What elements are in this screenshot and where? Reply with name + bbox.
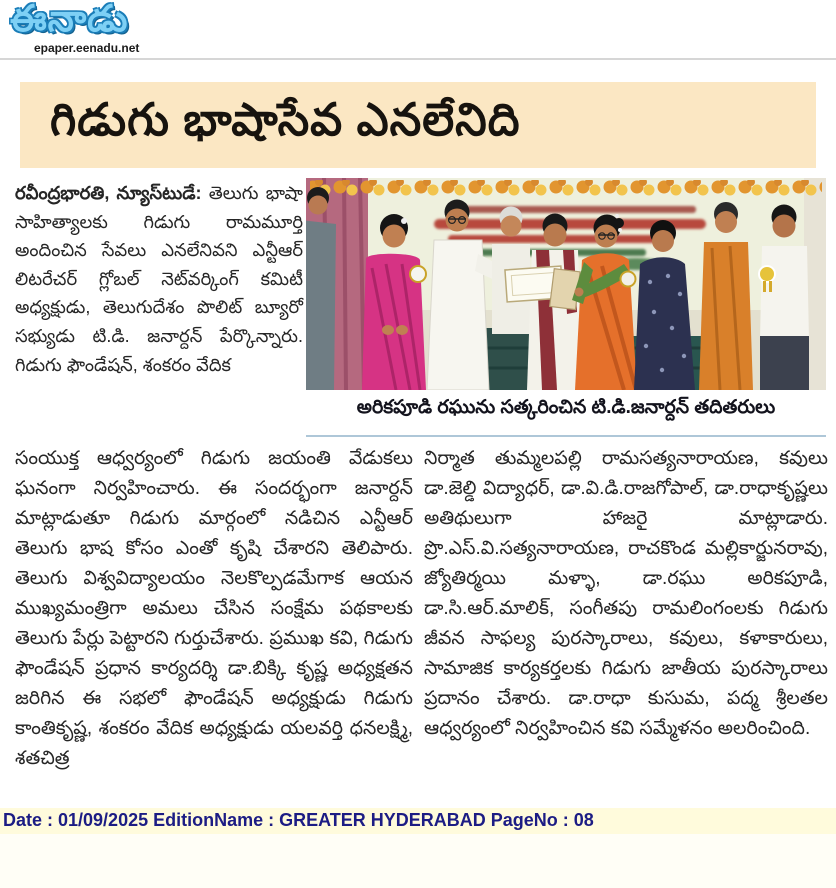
footer-lower-area <box>0 834 836 888</box>
garland-icon <box>310 180 822 200</box>
news-photo <box>306 178 826 390</box>
article-col1-text: తెలుగు భాషా సాహిత్యాలకు గిడుగు రామమూర్తి అందించిన సేవలు ఎనలేనివని ఎన్టీఆర్ లిటరేచర్ గ్లోబల్ నెట్‌వర్కింగ్ కమిటీ అధ్యక్షుడు, తెలుగుదేశం పొలిట్ బ్యూరో సభ్యుడు టి.డి. జనార్దన్ పేర్కొన్నారు. గిడుగు ఫౌండేషన్, శంకరం వేదిక <box>15 183 303 375</box>
article-dateline: రవీంద్రభారతి, న్యూస్‌టుడే: <box>15 183 202 203</box>
article-column-3: నిర్మాత తుమ్మలపల్లి రామసత్యనారాయణ, కవులు డా.జెల్డి విద్యాధర్, డా.వి.డి.రాజగోపాల్, డా.రాధాకృష్ణలు అతిథులుగా హాజరై మాట్లాడారు. ప్రొ.ఎస్.వి.సత్యనారాయణ, రాచకొండ మల్లికార్జునరావు, జ్యోతిర్మయి మళ్ళా, డా.రఘు అరికపూడి, డా.సి.ఆర్.మాలిక్, సంగీతపు రామలింగంలకు గిడుగు జీవన సాఫల్య పురస్కారాలు, కవులు, కళాకారులు, సామాజిక కార్యకర్తలకు గిడుగు జాతీయ పురస్కారాలు ప్రదానం చేశారు. డా.రాధా కుసుమ, పద్మ శ్రీలతల ఆధ్వర్యంలో నిర్వహించిన కవి సమ్మేళనం అలరించింది. <box>424 448 828 739</box>
article-column-2: సంయుక్త ఆధ్వర్యంలో గిడుగు జయంతి వేడుకలు ఘనంగా నిర్వహించారు. ఈ సందర్భంగా జనార్దన్ మాట్లాడుతూ గిడుగు మార్గంలో నడిచిన ఎన్టీఆర్ తెలుగు భాష కోసం ఎంతో కృషి చేశారని తెలిపారు. తెలుగు విశ్వవిద్యాలయం నెలకొల్పడమేగాక ఆయన ముఖ్యమంత్రిగా అమలు చేసిన సంక్షేమ పథకాలకు తెలుగు పేర్లు పెట్టారని గుర్తుచేశారు. ప్రముఖ కవి, గిడుగు ఫౌండేషన్ ప్రధాన కార్యదర్శి డా.బిక్కి కృష్ణ అధ్యక్షతన జరిగిన ఈ సభలో ఫౌండేషన్ అధ్యక్షుడు గిడుగు కాంతికృష్ణ, శంకరం వేదిక అధ్యక్షుడు యలవర్తి ధనలక్ష్మి, శతచిత్ర <box>15 448 413 769</box>
edition-info: Date : 01/09/2025 EditionName : GREATER HYDERABAD PageNo : 08 <box>3 810 594 830</box>
headline-text: గిడుగు భాషాసేవ ఎనలేనిది <box>50 93 521 145</box>
award-ceremony-illustration <box>306 178 826 390</box>
headline-box <box>20 82 816 168</box>
epaper-url: epaper.eenadu.net <box>34 41 140 55</box>
masthead-divider <box>0 58 836 60</box>
photo-caption: అరికపూడి రఘును సత్కరించిన టి.డి.జనార్దన్ తదితరులు <box>306 397 826 437</box>
article-column-1 <box>15 179 303 379</box>
eenadu-logo: ఈనాడు <box>10 0 129 39</box>
